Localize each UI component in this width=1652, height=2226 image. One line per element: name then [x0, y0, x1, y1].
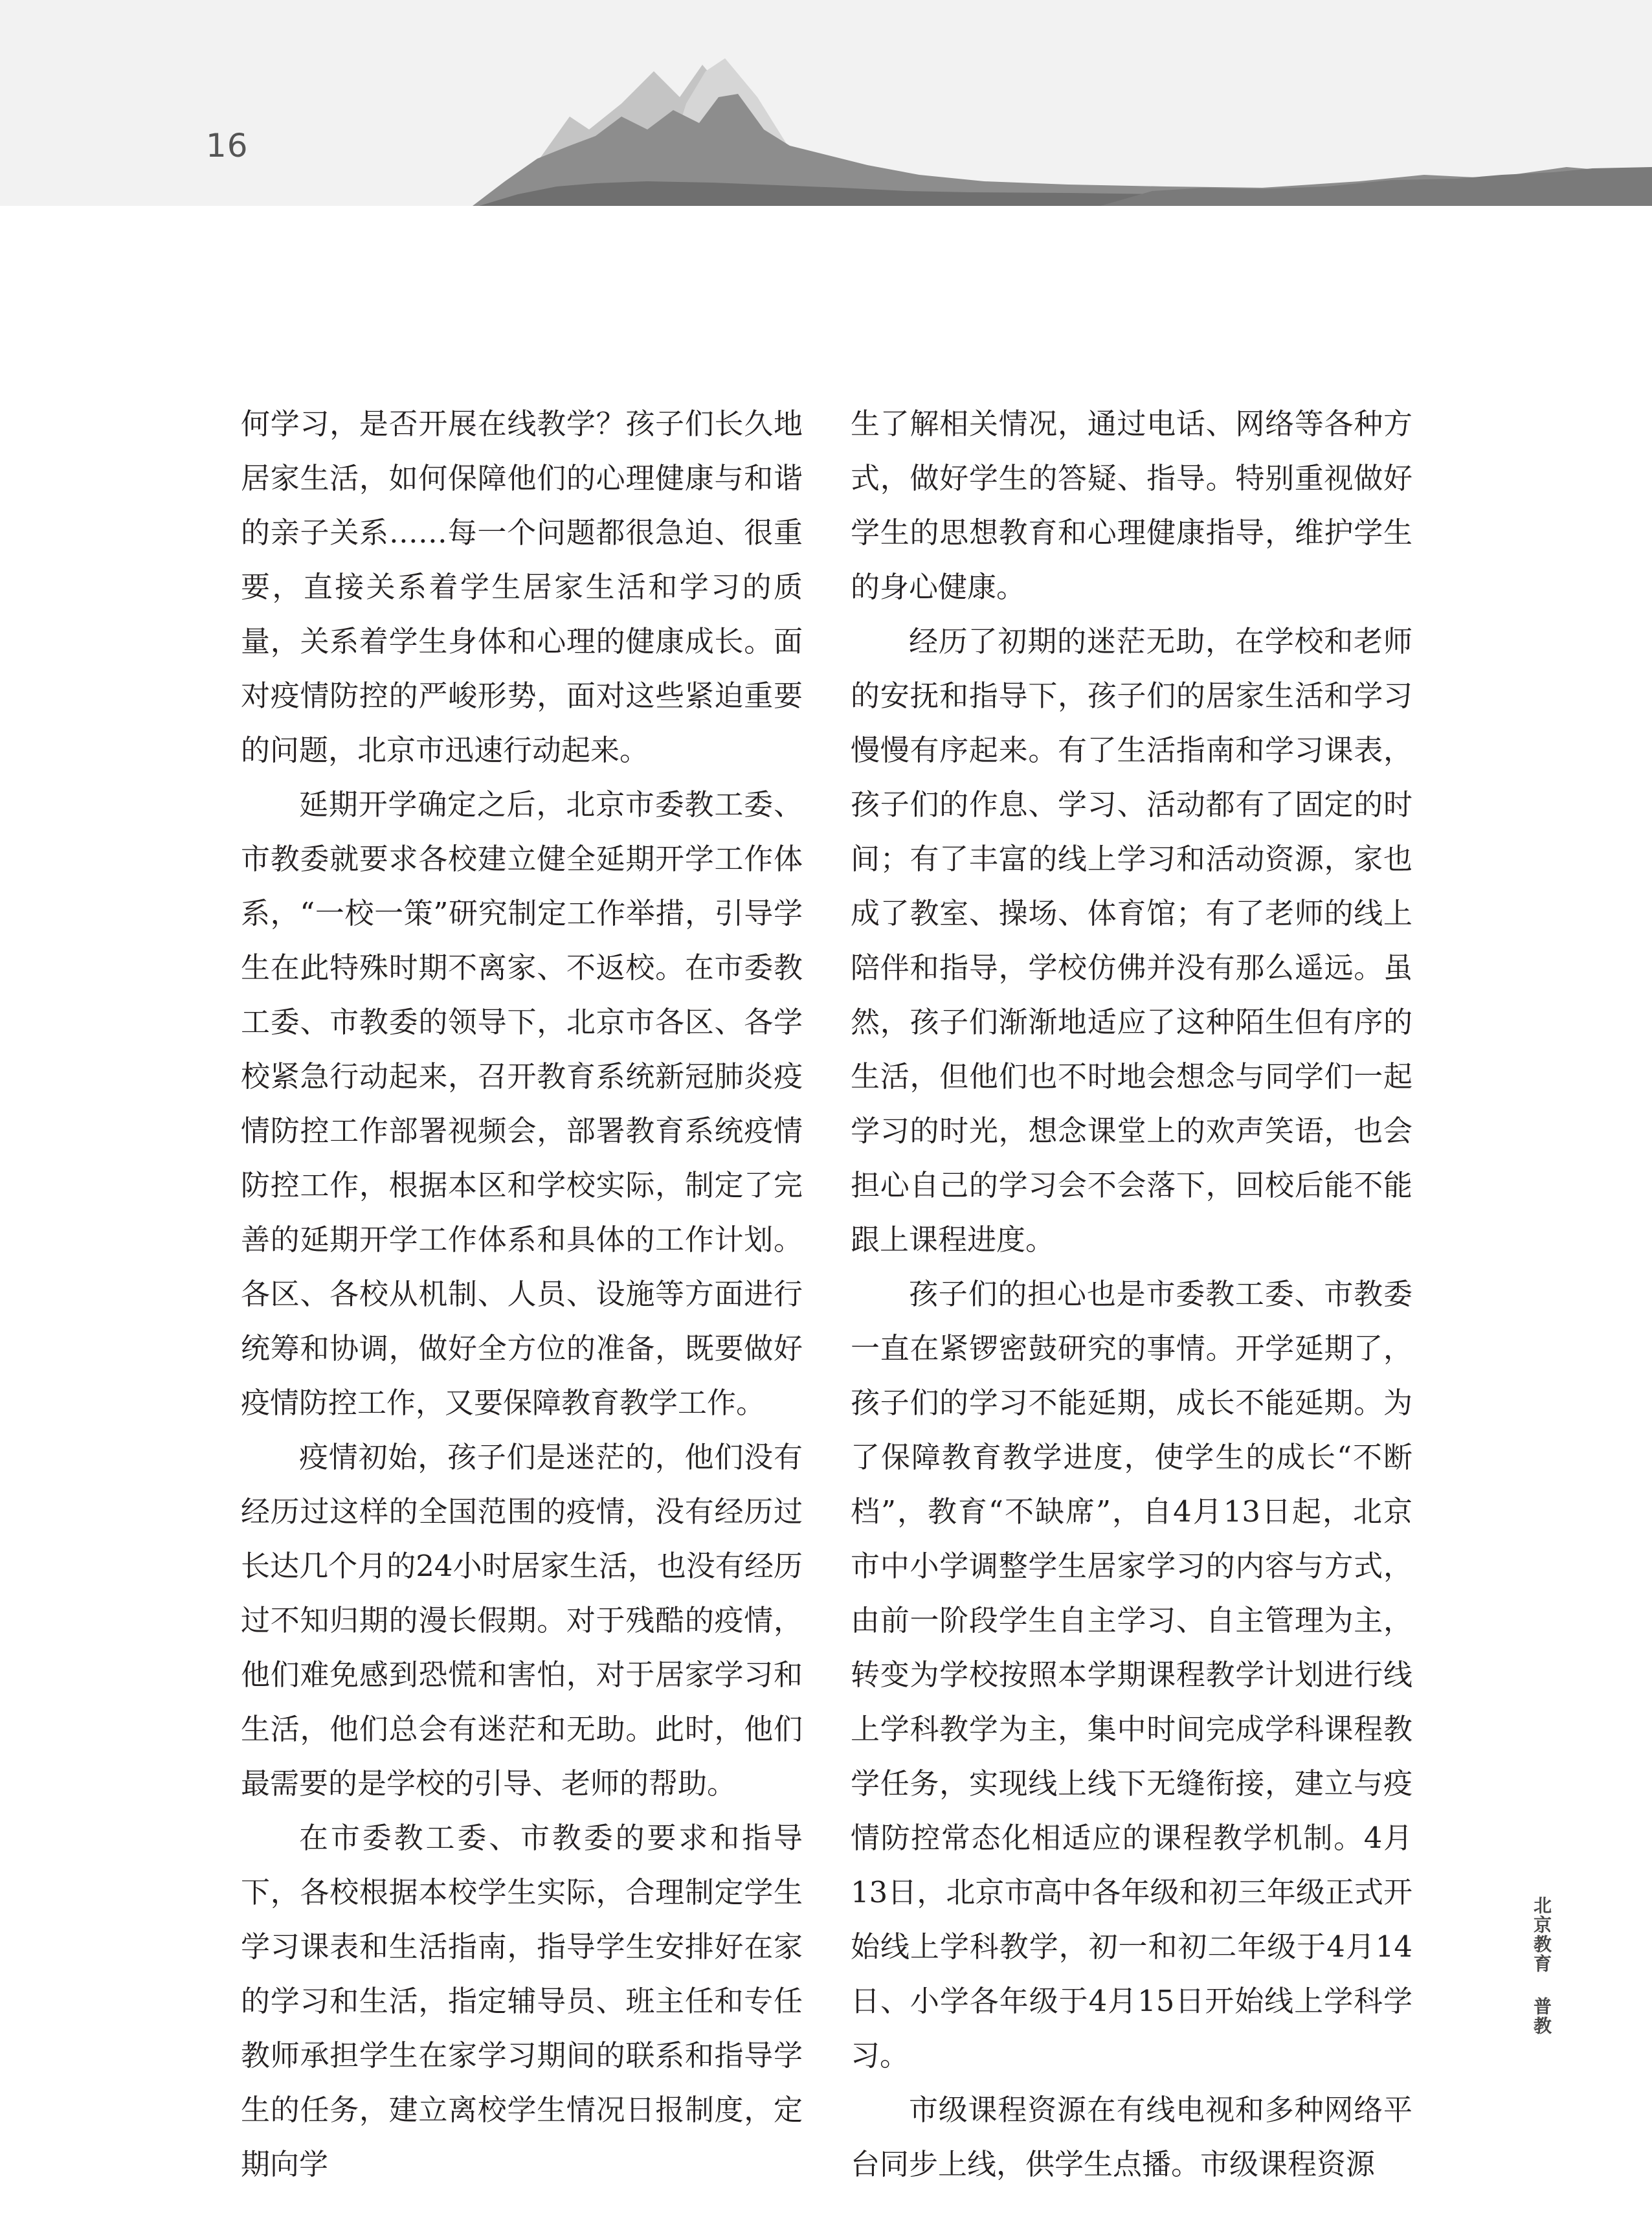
- paragraph: 疫情初始，孩子们是迷茫的，他们没有经历过这样的全国范围的疫情，没有经历过长达几个月的24小时居家生活，也没有经历过不知归期的漫长假期。对于残酷的疫情，他们难免感到恐慌和害怕，对于居家学习和生活，他们总会有迷茫和无助。此时，他们最需要的是学校的引导、老师的帮助。: [241, 1440, 803, 1801]
- mountain-right-ridge: [1100, 167, 1652, 206]
- paragraph: 何学习，是否开展在线教学？孩子们长久地居家生活，如何保障他们的心理健康与和谐的亲子关系……每一个问题都很急迫、很重要，直接关系着学生居家生活和学习的质量，关系着学生身体和心理的健康成长。面对疫情防控的严峻形势，面对这些紧迫重要的问题，北京市迅速行动起来。: [241, 407, 803, 767]
- paragraph: 在市委教工委、市教委的要求和指导下，各校根据本校学生实际，合理制定学生学习课表和生活指南，指导学生安排好在家的学习和生活，指定辅导员、班主任和专任教师承担学生在家学习期间的联系和指导学生的任务，建立离校学生情况日报制度，定期向学: [241, 1821, 803, 2181]
- mountain-illustration: [0, 0, 1652, 206]
- paragraph: 生了解相关情况，通过电话、网络等各种方式，做好学生的答疑、指导。特别重视做好学生的思想教育和心理健康指导，维护学生的身心健康。: [851, 407, 1412, 604]
- paragraph: 延期开学确定之后，北京市委教工委、市教委就要求各校建立健全延期开学工作体系，“一校一策”研究制定工作举措，引导学生在此特殊时期不离家、不返校。在市委教工委、市教委的领导下，北京市各区、各学校紧急行动起来，召开教育系统新冠肺炎疫情防控工作部署视频会，部署教育系统疫情防控工作，根据本区和学校实际，制定了完善的延期开学工作体系和具体的工作计划。各区、各校从机制、人员、设施等方面进行统筹和协调，做好全方位的准备，既要做好疫情防控工作，又要保障教育教学工作。: [241, 787, 803, 1420]
- publication-name: 北京教育: [1531, 1896, 1552, 1973]
- page-number: 16: [206, 127, 249, 164]
- article-column-left: [241, 397, 803, 2192]
- running-section-label: [1528, 1896, 1554, 2036]
- paragraph: 市级课程资源在有线电视和多种网络平台同步上线，供学生点播。市级课程资源: [851, 2093, 1412, 2181]
- paragraph: 经历了初期的迷茫无助，在学校和老师的安抚和指导下，孩子们的居家生活和学习慢慢有序起来。有了生活指南和学习课表，孩子们的作息、学习、活动都有了固定的时间；有了丰富的线上学习和活动资源，家也成了教室、操场、体育馆；有了老师的线上陪伴和指导，学校仿佛并没有那么遥远。虽然，孩子们渐渐地适应了这种陌生但有序的生活，但他们也不时地会想念与同学们一起学习的时光，想念课堂上的欢声笑语，也会担心自己的学习会不会落下，回校后能不能跟上课程进度。: [851, 624, 1412, 1257]
- paragraph: 孩子们的担心也是市委教工委、市教委一直在紧锣密鼓研究的事情。开学延期了，孩子们的学习不能延期，成长不能延期。为了保障教育教学进度，使学生的成长“不断档”，教育“不缺席”，自4月13日起，北京市中小学调整学生居家学习的内容与方式，由前一阶段学生自主学习、自主管理为主，转变为学校按照本学期课程教学计划进行线上学科教学为主，集中时间完成学科课程教学任务，实现线上线下无缝衔接，建立与疫情防控常态化相适应的课程教学机制。4月13日，北京市高中各年级和初三年级正式开始线上学科教学，初一和初二年级于4月14日、小学各年级于4月15日开始线上学科学习。: [851, 1277, 1412, 2073]
- article-column-right: [851, 397, 1412, 2192]
- section-name: 普教: [1531, 1996, 1552, 2036]
- page-header-band: [0, 0, 1652, 206]
